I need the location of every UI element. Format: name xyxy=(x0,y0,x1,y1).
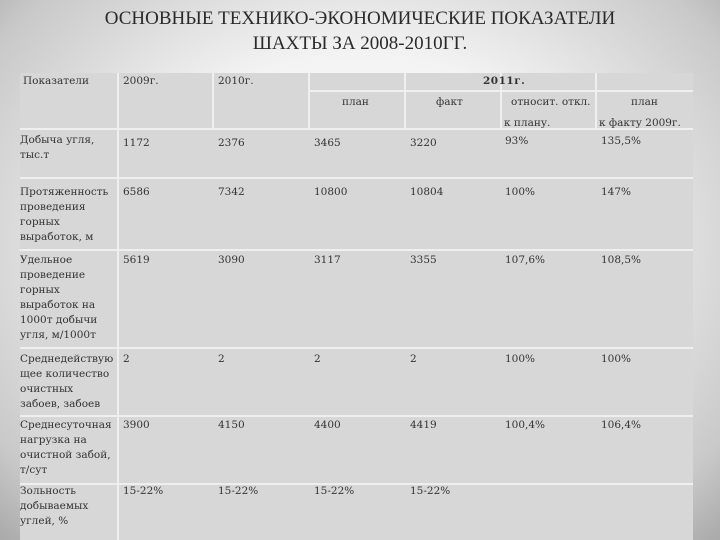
row-1-vs-fact: 135,5% xyxy=(601,135,642,147)
row-5-vs-fact: 106,4% xyxy=(601,419,642,431)
row-5-plan: 4400 xyxy=(314,419,341,431)
header-2011: 2011г. xyxy=(483,75,526,87)
grid-line xyxy=(20,415,693,417)
grid-line xyxy=(404,73,406,128)
header-indicators: Показатели xyxy=(23,75,89,87)
row-3-vs-plan: 107,6% xyxy=(505,254,546,266)
row-4-vs-plan: 100% xyxy=(505,353,536,365)
row-6-2009: 15-22% xyxy=(123,485,164,497)
row-4-2009: 2 xyxy=(123,353,130,365)
indicators-table xyxy=(20,73,693,540)
header-rel-dev: относит. откл. xyxy=(511,96,591,108)
row-1-vs-plan: 93% xyxy=(505,135,529,147)
row-6-plan: 15-22% xyxy=(314,485,355,497)
grid-line xyxy=(595,73,597,128)
row-6-name: Зольность добываемых углей, % xyxy=(20,485,89,527)
grid-line xyxy=(308,90,693,92)
grid-line xyxy=(212,73,214,128)
row-4-2010: 2 xyxy=(218,353,225,365)
row-2-2009: 6586 xyxy=(123,186,150,198)
row-2-vs-plan: 100% xyxy=(505,186,536,198)
row-1-2010: 2376 xyxy=(218,137,245,149)
row-3-fact: 3355 xyxy=(410,254,437,266)
row-2-name: Протяженность проведения горных выработок, м xyxy=(20,186,109,243)
row-2-vs-fact: 147% xyxy=(601,186,632,198)
header-plan-2: план xyxy=(631,96,658,108)
row-1-plan: 3465 xyxy=(314,137,341,149)
row-5-name: Среднесуточная нагрузка на очистной забой, т/сут xyxy=(20,419,112,476)
row-3-name: Удельное проведение горных выработок на 1000т добычи угля, м/1000т xyxy=(20,254,98,341)
header-plan: план xyxy=(342,96,369,108)
row-4-plan: 2 xyxy=(314,353,321,365)
row-1-fact: 3220 xyxy=(410,137,437,149)
page-title xyxy=(0,6,720,56)
grid-line xyxy=(20,483,693,485)
row-3-2009: 5619 xyxy=(123,254,150,266)
row-1-name: Добыча угля, тыс.т xyxy=(20,134,95,161)
header-2009: 2009г. xyxy=(123,75,159,87)
row-5-2009: 3900 xyxy=(123,419,150,431)
grid-line xyxy=(117,73,119,540)
row-2-2010: 7342 xyxy=(218,186,245,198)
header-vs-fact-2009: к факту 2009г. xyxy=(599,117,681,129)
row-5-fact: 4419 xyxy=(410,419,437,431)
row-2-fact: 10804 xyxy=(410,186,444,198)
title-line-2: ШАХТЫ ЗА 2008-2010ГГ. xyxy=(252,33,468,54)
grid-line xyxy=(20,347,693,349)
title-line-1: ОСНОВНЫЕ ТЕХНИКО-ЭКОНОМИЧЕСКИЕ ПОКАЗАТЕЛИ xyxy=(104,8,616,29)
grid-line xyxy=(20,177,693,179)
row-1-2009: 1172 xyxy=(123,137,150,149)
row-4-vs-fact: 100% xyxy=(601,353,632,365)
row-2-plan: 10800 xyxy=(314,186,348,198)
row-3-2010: 3090 xyxy=(218,254,245,266)
row-6-2010: 15-22% xyxy=(218,485,259,497)
table-background xyxy=(20,73,693,540)
header-2010: 2010г. xyxy=(218,75,254,87)
row-5-2010: 4150 xyxy=(218,419,245,431)
header-vs-plan: к плану. xyxy=(504,117,551,129)
grid-line xyxy=(20,249,693,251)
row-3-plan: 3117 xyxy=(314,254,341,266)
row-6-fact: 15-22% xyxy=(410,485,451,497)
header-fact: факт xyxy=(436,96,463,108)
row-4-fact: 2 xyxy=(410,353,417,365)
row-4-name: Среднедействую щее количество очистных забоев, забоев xyxy=(20,353,114,410)
grid-line xyxy=(308,73,310,128)
row-3-vs-fact: 108,5% xyxy=(601,254,642,266)
grid-line xyxy=(20,128,693,130)
row-5-vs-plan: 100,4% xyxy=(505,419,546,431)
